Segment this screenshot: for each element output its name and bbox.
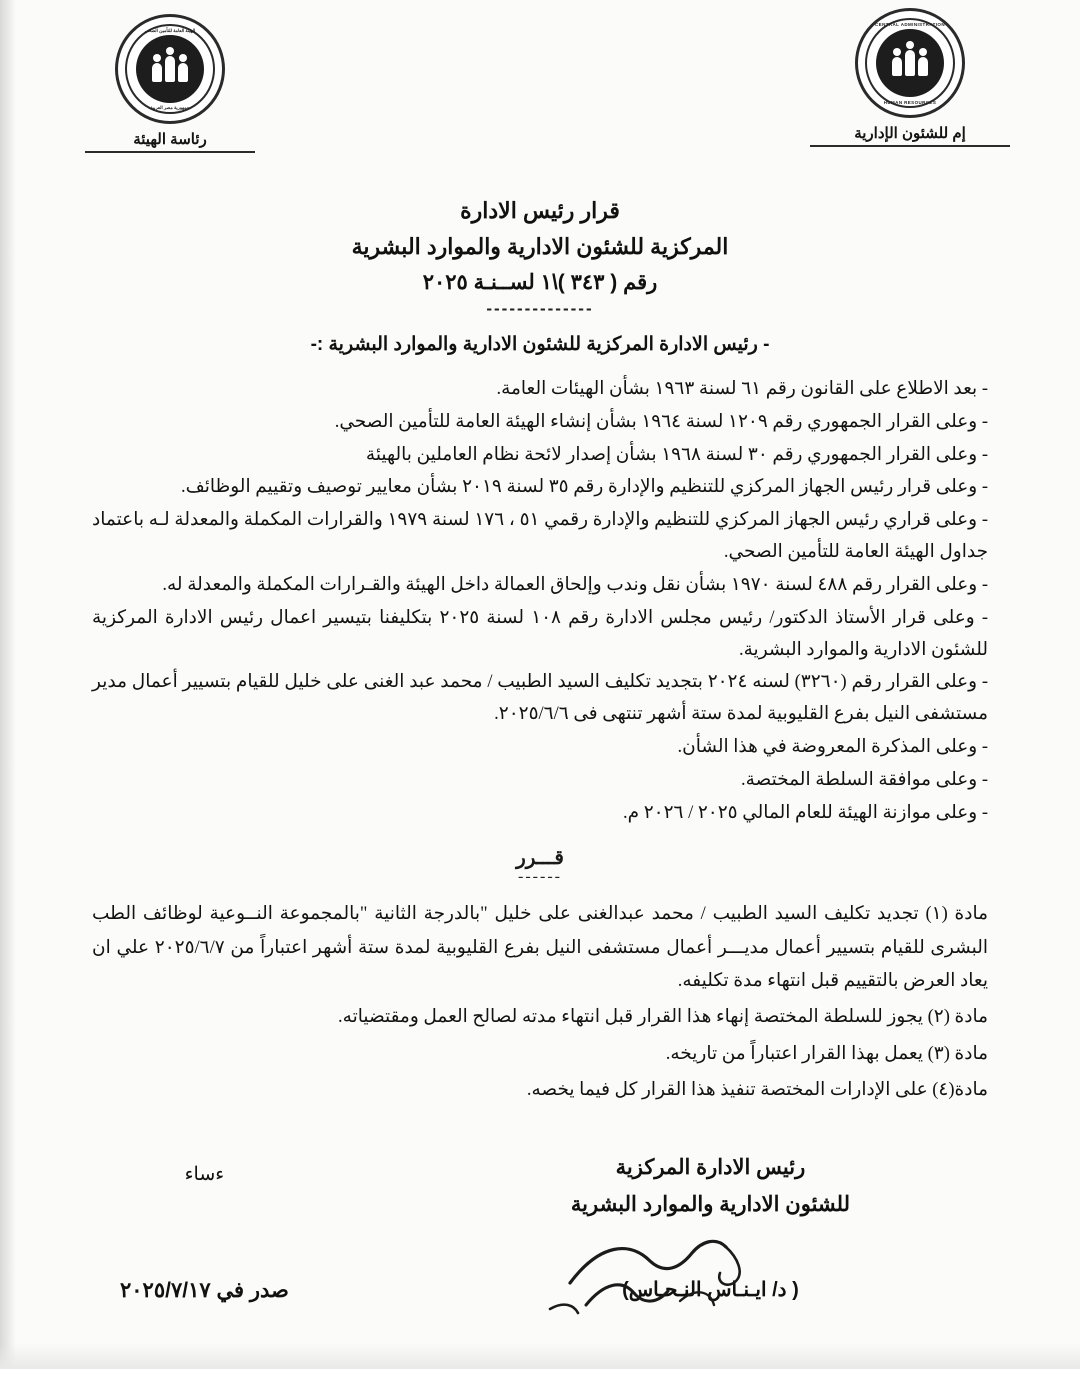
clause-item: - وعلى قرار الأستاذ الدكتور/ رئيس مجلس الادارة رقم ١٠٨ لسنة ٢٠٢٥ بتكليفنا بتيسير اعمال رئيس الادارة المركزية للشئون الادارية والموارد البشرية. <box>92 607 988 660</box>
issuer-line: - رئيس الادارة المركزية للشئون الادارية والموارد البشرية :- <box>310 334 770 355</box>
title-block <box>0 198 1080 319</box>
articles-block <box>92 898 988 1107</box>
preamble-clauses <box>92 374 988 829</box>
signature-area <box>0 1155 1080 1385</box>
people-figures-icon <box>892 50 928 76</box>
issue-date-line <box>120 1278 289 1303</box>
issue-date-label: صدر في <box>216 1279 289 1303</box>
decree-number: رقم ( ٣٤٣ )\١ لســنـة ٢٠٢٥ <box>422 271 658 294</box>
left-seal-bottom-text: جمهورية مصر العربية <box>150 105 190 110</box>
signatory-title-line-1: رئيس الادارة المركزية <box>615 1156 806 1180</box>
left-seal-top-text: الهيئة العامة للتأمين الصحي <box>144 28 196 33</box>
right-seal-bottom-text: HUMAN RESOURCES <box>883 100 937 105</box>
document-header <box>0 0 1080 150</box>
stamp-annotation: ءساء <box>184 1164 225 1186</box>
people-figures-icon <box>152 56 188 82</box>
decision-divider: ------ <box>518 868 562 886</box>
signatory-block <box>571 1155 850 1302</box>
decision-heading: قـــرر <box>516 847 564 870</box>
article-item: مادة (٢) يجوز للسلطة المختصة إنهاء هذا القرار قبل انتهاء مدته لصالح العمل ومقتضياته. <box>338 1007 988 1028</box>
right-caption-rule <box>810 145 1010 147</box>
hr-department-seal-icon <box>855 8 965 118</box>
title-divider: -------------- <box>486 299 594 318</box>
clause-item: - وعلى قرار رئيس الجهاز المركزي للتنظيم والإدارة رقم ٣٥ لسنة ٢٠١٩ بشأن معايير توصيف وتقييم الوظائف. <box>180 477 988 498</box>
clause-item: - وعلى المذكرة المعروضة في هذا الشأن. <box>677 736 988 757</box>
clause-item: - وعلى موافقة السلطة المختصة. <box>741 769 988 790</box>
page-title: قرار رئيس الادارة <box>460 198 620 223</box>
clause-item: - وعلى موازنة الهيئة للعام المالي ٢٠٢٥ / ٢٠٢٦ م. <box>623 802 988 823</box>
right-seal-top-text: CENTRAL ADMINISTRATION <box>875 22 945 27</box>
left-caption-rule <box>85 151 255 153</box>
clause-item: - وعلى قراري رئيس الجهاز المركزي للتنظيم والإدارة رقمي ٥١ ، ١٧٦ لسنة ١٩٧٩ والقرارات المكملة والمعدلة لـه باعتماد جداول الهيئة العامة للتأمين الصحي. <box>92 510 988 563</box>
issue-block <box>120 1163 289 1303</box>
clause-item: - وعلى القرار الجمهوري رقم ١٢٠٩ لسنة ١٩٦٤ بشأن إنشاء الهيئة العامة للتأمين الصحي. <box>334 411 988 432</box>
seal-inner-disc <box>876 29 944 97</box>
right-logo-caption: إم للشئون الإدارية <box>854 125 966 142</box>
left-logo-block <box>60 14 280 153</box>
issue-date-value: ٢٠٢٥/٧/١٧ <box>120 1279 211 1303</box>
clause-item: - وعلى القرار رقم ٤٨٨ لسنة ١٩٧٠ بشأن نقل وندب وإلحاق العمالة داخل الهيئة والقـرارات المكملة والمعدلة له. <box>162 574 988 595</box>
article-item: مادة (٣) يعمل بهذا القرار اعتباراً من تاريخه. <box>665 1043 988 1064</box>
signatory-title-line-2: للشئون الادارية والموارد البشرية <box>570 1193 850 1217</box>
page-subtitle: المركزية للشئون الادارية والموارد البشرية <box>351 234 729 259</box>
left-logo-caption: رئاسة الهيئة <box>133 131 207 148</box>
article-item: مادة(٤) على الإدارات المختصة تنفيذ هذا القرار كل فيما يخصه. <box>526 1079 988 1100</box>
right-logo-block <box>800 8 1020 147</box>
article-item: مادة (١) تجديد تكليف السيد الطبيب / محمد عبدالغنى على خليل "بالدرجة الثانية "بالمجموعة النــوعية لوظائف الطب البشرى للقيام بتسيير أعمال مديـــر أعمال مستشفى النيل بفرع القليوبية لمدة ستة أشهر اعتباراً من ٢٠٢٥/٦/٧ علي ان يعاد العرض بالتقييم قبل انتهاء مدة تكليفه. <box>92 904 989 991</box>
clause-item: - وعلى القرار رقم (٣٢٦٠) لسنه ٢٠٢٤ بتجديد تكليف السيد الطبيب / محمد عبد الغنى على خليل للقيام بتسيير أعمال مدير مستشفى النيل بفرع القليوبية لمدة ستة أشهر تنتهى فى ٢٠٢٥/٦/٦. <box>92 672 988 725</box>
clause-item: - وعلى القرار الجمهوري رقم ٣٠ لسنة ١٩٦٨ بشأن إصدار لائحة نظام العاملين بالهيئة <box>365 444 988 465</box>
signatory-name: ( د/ ايـنـاس النـحـاس) <box>622 1279 799 1302</box>
clause-item: - بعد الاطلاع على القانون رقم ٦١ لسنة ١٩٦٣ بشأن الهيئات العامة. <box>496 379 988 399</box>
seal-inner-disc <box>136 35 204 103</box>
authority-seal-icon <box>115 14 225 124</box>
